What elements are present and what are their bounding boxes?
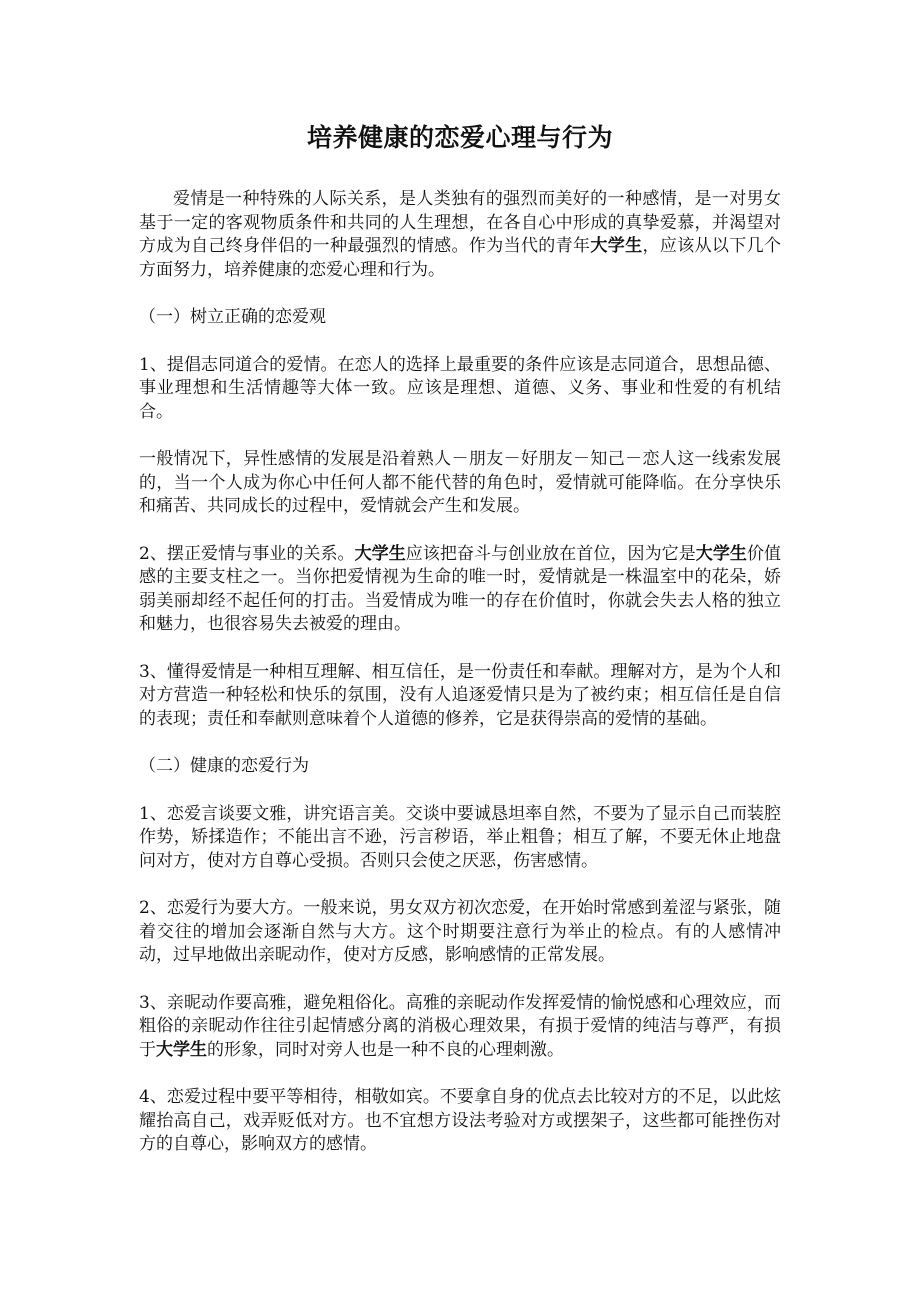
- section1-item1-continued: 一般情况下，异性感情的发展是沿着熟人－朋友－好朋友－知己－恋人这一线索发展的，当一个人成为你心中任何人都不能代替的角色时，爱情就可能降临。在分享快乐和痛苦、共同成长的过程中，爱情就会产生和发展。: [139, 449, 781, 516]
- section2-item1: 1、恋爱言谈要文雅，讲究语言美。交谈中要诚恳坦率自然，不要为了显示自己而装腔作势，矫揉造作；不能出言不逊，污言秽语，举止粗鲁；相互了解，不要无休止地盘问对方，使对方自尊心受损。否则只会使之厌恶，伤害感情。: [139, 803, 781, 871]
- keyword-highlight: 大学生: [590, 236, 643, 256]
- section1-item2-part-c: 价值感的主要支柱之一。当你把爱情视为生命的唯一时，爱情就是一株温室中的花朵，娇弱美丽却经不起任何的打击。当爱情成为唯一的存在价值时，你就会失去人格的独立和魅力，也很容易失去被爱的理由。: [139, 543, 782, 634]
- section1-item1: 1、提倡志同道合的爱情。在恋人的选择上最重要的条件应该是志同道合，思想品德、事业理想和生活情趣等大体一致。应该是理想、道德、义务、事业和性爱的有机结合。: [139, 354, 781, 422]
- keyword-highlight: 大学生: [354, 543, 406, 564]
- keyword-highlight: 大学生: [156, 1039, 207, 1060]
- section1-item3: 3、懂得爱情是一种相互理解、相互信任，是一份责任和奉献。理解对方，是为个人和对方营造一种轻松和快乐的氛围，没有人追逐爱情只是为了被约束；相互信任是自信的表现；责任和奉献则意味着个人道德的修养，它是获得崇高的爱情的基础。: [139, 661, 781, 729]
- section2-item3-part-b: 的形象，同时对旁人也是一种不良的心理刺激。: [207, 1039, 564, 1060]
- section1-item2: [139, 543, 781, 637]
- section2-item4: 4、恋爱过程中要平等相待，相敬如宾。不要拿自身的优点去比较对方的不足，以此炫耀抬高自己，戏弄贬低对方。也不宜想方设法考验对方或摆架子，这些都可能挫伤对方的自尊心，影响双方的感情。: [139, 1087, 781, 1154]
- intro-text-part1: 爱情是一种特殊的人际关系，是人类独有的强烈而美好的一种感情，是一对男女基于一定的客观物质条件和共同的人生理想，在各自心中形成的真挚爱慕，并渴望对方成为自己终身伴侣的一种最强烈的情感。作为当代的青年: [139, 189, 781, 256]
- section2-item2: 2、恋爱行为要大方。一般来说，男女双方初次恋爱，在开始时常感到羞涩与紧张，随着交往的增加会逐渐自然与大方。这个时期要注意行为举止的检点。有的人感情冲动，过早地做出亲昵动作，使对方反感，影响感情的正常发展。: [139, 898, 781, 965]
- intro-text-part2: ，应该从以下几个方面努力，培养健康的恋爱心理和行为。: [139, 236, 782, 280]
- section-heading-2: （二）健康的恋爱行为: [139, 756, 309, 776]
- document-title: 培养健康的恋爱心理与行为: [306, 123, 613, 152]
- section2-item3: [139, 992, 781, 1063]
- section-heading-1: （一）树立正确的恋爱观: [139, 307, 326, 327]
- section1-item2-part-b: 应该把奋斗与创业放在首位，因为它是: [405, 543, 696, 564]
- section2-item3-part-a: 3、亲昵动作要高雅，避免粗俗化。高雅的亲昵动作发挥爱情的愉悦感和心理效应，而粗俗的亲昵动作往往引起情感分离的消极心理效果，有损于爱情的纯洁与尊严，有损于: [139, 992, 781, 1060]
- keyword-highlight: 大学生: [695, 543, 747, 564]
- section1-item2-part-a: 2、摆正爱情与事业的关系。: [139, 543, 355, 564]
- document-page: [139, 118, 781, 1181]
- intro-paragraph: [139, 188, 781, 282]
